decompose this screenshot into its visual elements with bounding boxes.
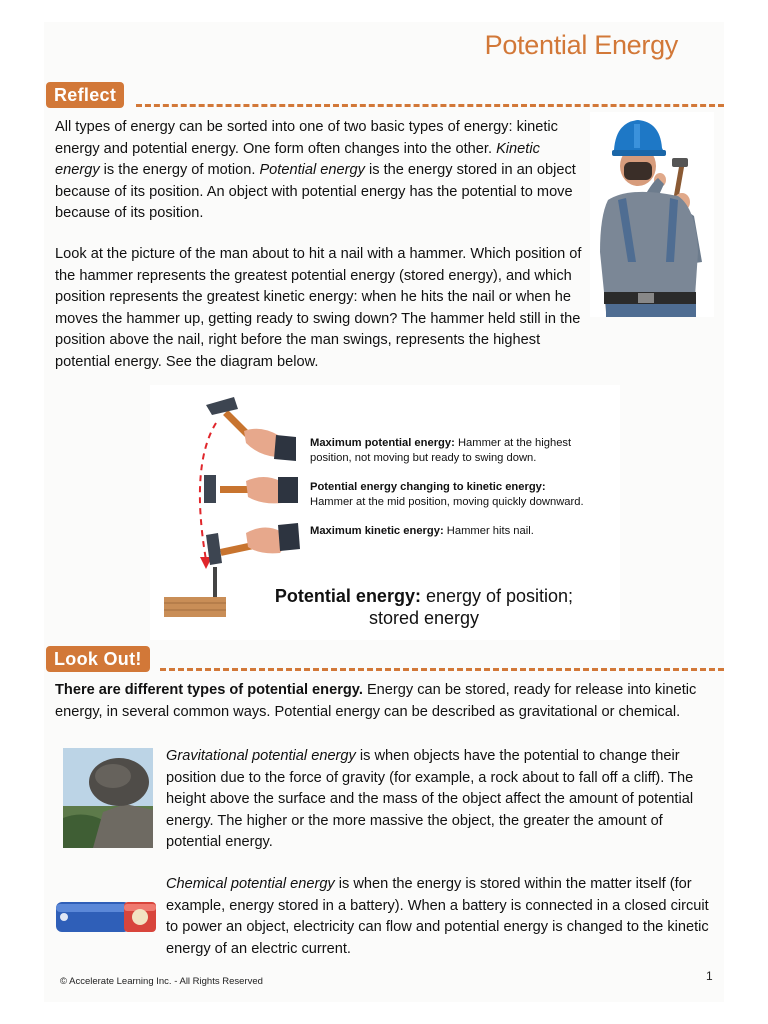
label-max-potential: Maximum potential energy: Hammer at the highest position, not moving but ready to swing down. xyxy=(310,437,572,464)
lookout-divider xyxy=(160,668,724,671)
wood-board-icon xyxy=(164,597,226,617)
balanced-rock-image xyxy=(63,748,153,848)
reflect-tag: Reflect xyxy=(46,82,124,108)
hammer-top-icon xyxy=(206,397,296,461)
battery-image xyxy=(54,896,160,938)
label-potential-to-kinetic: Potential energy changing to kinetic energy: Hammer at the mid position, moving quickly downward. xyxy=(310,481,584,508)
diagram-caption: Potential energy: energy of position; stored energy xyxy=(274,586,574,628)
man-with-hammer-image xyxy=(590,112,714,317)
hammer-middle-icon xyxy=(204,475,298,503)
nail-icon xyxy=(213,567,217,597)
hammer-bottom-icon xyxy=(206,523,300,565)
reflect-paragraph-2: Look at the picture of the man about to hit a nail with a hammer. Which position of the hammer represents the greatest potential energy (stored energy), and which position represents the greatest kinetic energy: when he hits the nail or when he moves the hammer up, getting ready to swing down? The hammer held still in the position above the nail, right before the man swings, represents the highest potential energy. See the diagram below. xyxy=(55,246,582,370)
label-max-kinetic: Maximum kinetic energy: Hammer hits nail. xyxy=(310,525,534,537)
page-title: Potential Energy xyxy=(484,30,678,60)
chemical-paragraph: Chemical potential energy is when the energy is stored within the matter itself (for example, energy stored in a battery). When a battery is connected in a closed circuit to power an object, electricity can flow and potential energy is changed to the kinetic energy of an electric current. xyxy=(166,876,709,957)
footer-copyright: © Accelerate Learning Inc. - All Rights Reserved xyxy=(60,976,263,987)
lookout-tag: Look Out! xyxy=(46,646,150,672)
page-number: 1 xyxy=(706,969,713,983)
lookout-intro: There are different types of potential energy. Energy can be stored, ready for release into kinetic energy, in several common ways. Potential energy can be described as gravitational or chemical. xyxy=(55,682,697,720)
reflect-divider xyxy=(136,104,724,107)
gravitational-paragraph: Gravitational potential energy is when objects have the potential to change their position due to the force of gravity (for example, a rock about to fall off a cliff). The height above the surface and the mass of the object affect the amount of potential energy. The higher or the more massive the object, the greater the amount of potential energy. xyxy=(166,748,694,850)
reflect-paragraph-1: All types of energy can be sorted into one of two basic types of energy: kinetic energy and potential energy. One form often changes into the other. Kinetic energy is the energy of motion. Potential energy is the energy stored in an object because of its position. An object with potential energy has the potential to move because of its position. xyxy=(55,119,576,221)
